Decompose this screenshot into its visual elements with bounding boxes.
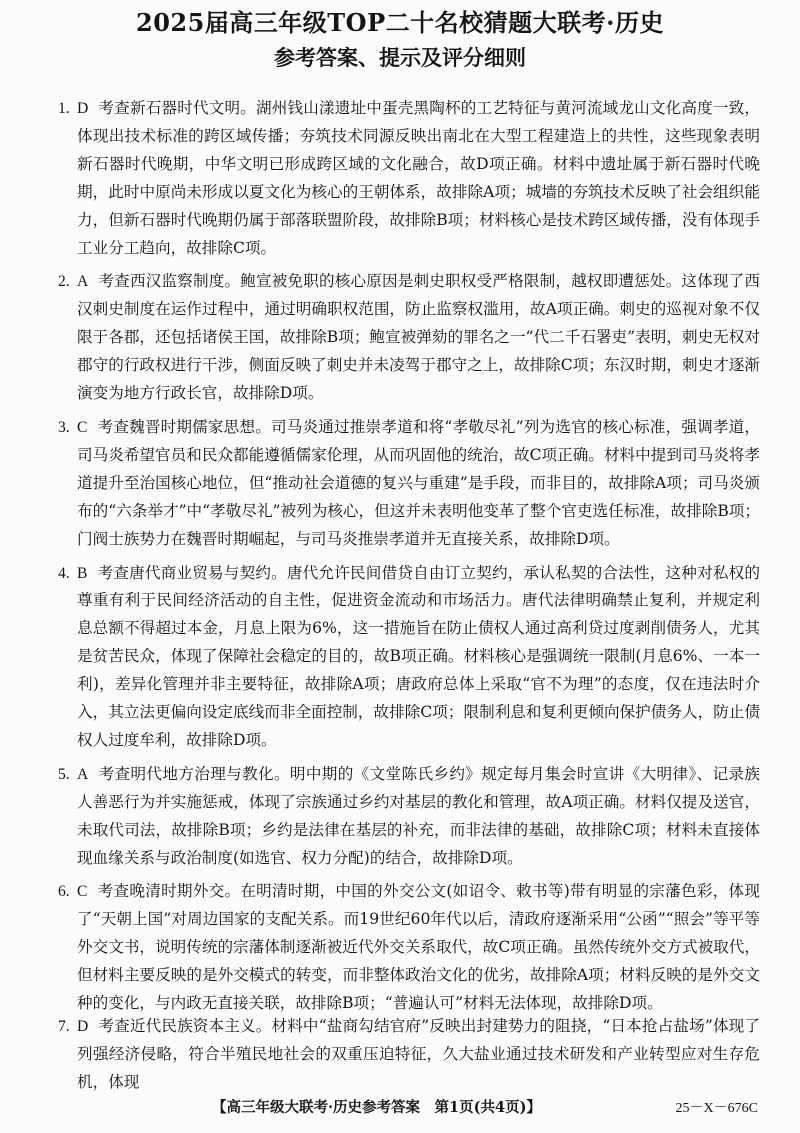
answer-choice: D: [77, 1018, 89, 1035]
answer-item-6: [60, 878, 760, 1018]
answer-choice: C: [77, 883, 88, 901]
answer-item-4: [60, 560, 760, 755]
answer-explanation: 考查唐代商业贸易与契约。唐代允许民间借贷自由订立契约，承认私契的合法性，这种对私权的尊重有利于民间经济活动的自主性，促进资金流动和市场活力。唐代法律明确禁止复利，并规定利息总额不得超过本金，月息上限为6%，这一措施旨在防止债权人通过高利贷过度剥削债务人，尤其是贫苦民众，体现了保障社会稳定的目的，故B项正确。材料核心是强调统一限制(月息6%、一本一利)，差异化管理并非主要特征，故排除A项；唐政府总体上采取“官不为理”的态度，仅在违法时介入，其立法更偏向设定底线而非全面控制，故排除C项；限制利息和复利更倾向保护债务人，防止债权人过度牟利，故排除D项。: [77, 563, 760, 749]
answer-explanation: 考查近代民族资本主义。材料中“盐商勾结官府”反映出封建势力的阻挠，“日本抢占盐场”体现了列强经济侵略，符合半殖民地社会的双重压迫特征，久大盐业通过技术研发和产业转型应对生存危机，体现: [77, 1017, 760, 1091]
footer-exam-code: 25－X－676C: [675, 1101, 758, 1116]
question-number: 1.: [58, 100, 70, 117]
answer-choice: A: [77, 273, 89, 291]
answer-item-2: [60, 268, 760, 408]
question-number: 6.: [58, 883, 70, 901]
answer-explanation: 考查明代地方治理与教化。明中期的《文堂陈氏乡约》规定每月集会时宣讲《大明律》、记录族人善恶行为并实施惩戒，体现了宗族通过乡约对基层的教化和管理，故A项正确。材料仅提及送官，未取代司法，故排除B项；乡约是法律在基层的补充，而非法律的基础，故排除C项；材料未直接体现血缘关系与政治制度(如选官、权力分配)的结合，故排除D项。: [77, 764, 760, 867]
question-number: 4.: [58, 564, 70, 582]
answer-explanation: 考查晚清时期外交。在明清时期，中国的外交公文(如诏令、敕书等)带有明显的宗藩色彩，体现了“天朝上国”对周边国家的支配关系。而19世纪60年代以后，清政府逐渐采用“公函”“照会”等平等外交文书，说明传统的宗藩体制逐渐被近代外交关系取代，故C项正确。虽然传统外交方式被取代，但材料主要反映的是外交模式的转变，而非整体政治文化的优劣，故排除A项；材料反映的是外交文种的变化，与内政无直接关联，故排除B项；“普遍认可”材料无法体现，故排除D项。: [77, 882, 760, 1013]
footer-page-info: 【高三年级大联考·历史参考答案 第1页(共4页)】: [212, 1099, 541, 1116]
page-subtitle: 参考答案、提示及评分细则: [274, 45, 526, 70]
page-title: 2025届高三年级TOP二十名校猜题大联考·历史: [136, 8, 664, 37]
answer-explanation: 考查魏晋时期儒家思想。司马炎通过推崇孝道和将“孝敬尽礼”列为选官的核心标准，强调孝道，司马炎希望官员和民众都能遵循儒家伦理，从而巩固他的统治，故C项正确。材料中提到司马炎将孝道提升至治国核心地位，但“推动社会道德的复兴与重建”是手段，而非目的，故排除A项；司马炎颁布的“六条举才”中“孝敬尽礼”被列为核心，但这并未表明他变革了整个官吏选任标准，故排除B项；门阀士族势力在魏晋时期崛起，与司马炎推崇孝道并无直接关系，故排除D项。: [77, 417, 760, 548]
answer-explanation: 考查西汉监察制度。鲍宣被免职的核心原因是刺史职权受严格限制，越权即遭惩处。这体现了西汉刺史制度在运作过程中，通过明确职权范围，防止监察权滥用，故A项正确。刺史的巡视对象不仅限于各郡，还包括诸侯王国，故排除B项；鲍宣被弹劾的罪名之一“代二千石署吏”表明，刺史无权对郡守的行政权进行干涉，侧面反映了刺史并未凌驾于郡守之上，故排除C项；东汉时期，刺史才逐渐演变为地方行政长官，故排除D项。: [77, 272, 760, 403]
answer-choice: A: [77, 765, 89, 783]
answer-item-1: [60, 95, 760, 262]
question-number: 7.: [58, 1018, 70, 1035]
answer-item-5: [60, 761, 760, 873]
answer-item-7: [58, 1013, 760, 1091]
answer-choice: B: [77, 564, 88, 582]
answer-choice: D: [77, 100, 89, 117]
answer-list: [60, 95, 760, 1024]
answer-choice: C: [77, 418, 88, 436]
page-footer: [0, 1096, 800, 1120]
answer-explanation: 考查新石器时代文明。湖州钱山漾遗址中蛋壳黑陶杯的工艺特征与黄河流域龙山文化高度一致，体现出技术标准的跨区域传播；夯筑技术同源反映出南北在大型工程建造上的共性，这些现象表明新石器时代晚期，中华文明已形成跨区域的文化融合，故D项正确。材料中遗址属于新石器时代晚期，此时中原尚未形成以夏文化为核心的王朝体系，故排除A项；城墙的夯筑技术反映了社会组织能力，但新石器时代晚期仍属于部落联盟阶段，故排除B项；材料核心是技术跨区域传播，没有体现手工业分工趋向，故排除C项。: [77, 99, 760, 257]
question-number: 5.: [58, 765, 70, 783]
answer-item-3: [60, 414, 760, 554]
question-number: 2.: [58, 273, 70, 291]
question-number: 3.: [58, 418, 70, 436]
